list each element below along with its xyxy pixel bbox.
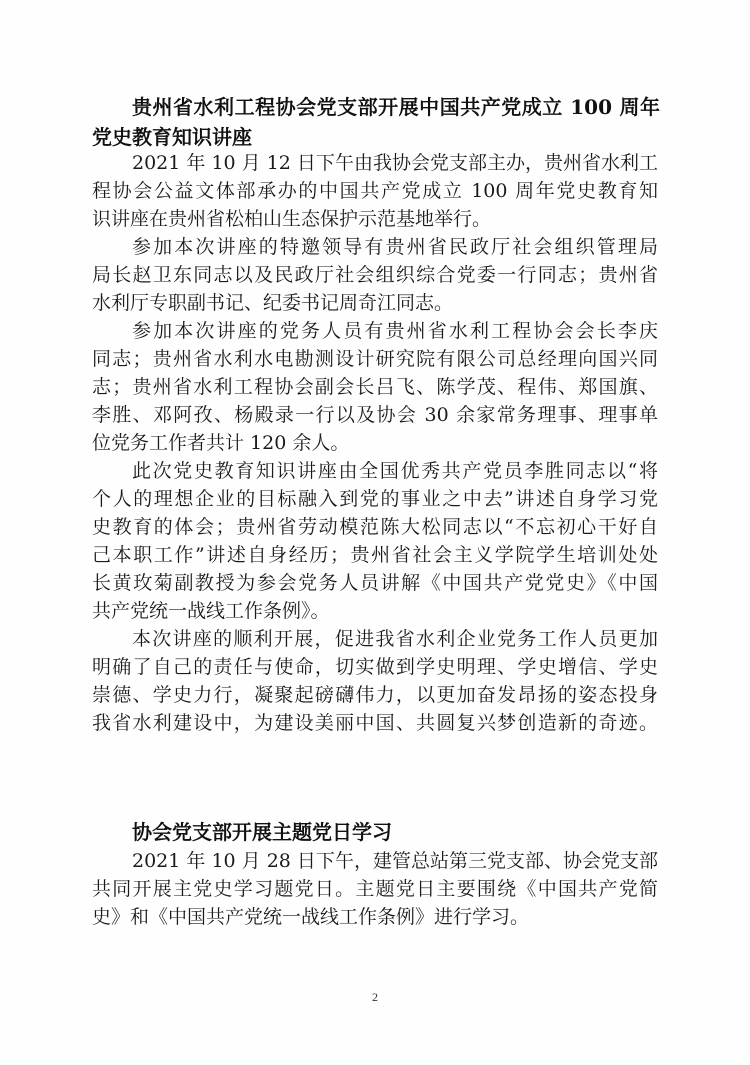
- paragraph-3-line-1: 参加本次讲座的党务人员有贵州省水利工程协会会长李庆: [132, 320, 658, 342]
- paragraph-3-line-2: 同志；贵州省水利水电勘测设计研究院有限公司总经理向国兴同: [92, 348, 658, 370]
- paragraph-5-line-1: 本次讲座的顺利开展，促进我省水利企业党务工作人员更加: [132, 628, 658, 650]
- paragraph-4-line-3: 史教育的体会；贵州省劳动模范陈大松同志以“不忘初心干好自: [92, 516, 658, 538]
- section-2-line-3: 史》和《中国共产党统一战线工作条例》进行学习。: [92, 906, 530, 928]
- paragraph-3-line-5: 位党务工作者共计 120 余人。: [92, 432, 350, 454]
- paragraph-5-line-4: 我省水利建设中，为建设美丽中国、共圆复兴梦创造新的奇迹。: [92, 712, 658, 734]
- paragraph-4-line-2: 个人的理想企业的目标融入到党的事业之中去”讲述自身学习党: [92, 488, 658, 510]
- section-2-title: 协会党支部开展主题党日学习: [132, 820, 392, 844]
- paragraph-2-line-1: 参加本次讲座的特邀领导有贵州省民政厅社会组织管理局: [132, 236, 658, 258]
- paragraph-5-line-2: 明确了自己的责任与使命，切实做到学史明理、学史增信、学史: [92, 656, 658, 678]
- paragraph-4-line-4: 己本职工作”讲述自身经历；贵州省社会主义学院学生培训处处: [92, 544, 658, 566]
- paragraph-3-line-4: 李胜、邓阿孜、杨殿录一行以及协会 30 余家常务理事、理事单: [92, 404, 658, 426]
- paragraph-1-line-2: 程协会公益文体部承办的中国共产党成立 100 周年党史教育知: [92, 180, 658, 202]
- paragraph-1-line-1: 2021 年 10 月 12 日下午由我协会党支部主办，贵州省水利工: [132, 152, 658, 174]
- article-title-line-1: 贵州省水利工程协会党支部开展中国共产党成立 100 周年: [132, 95, 660, 119]
- paragraph-2-line-3: 水利厅专职副书记、纪委书记周奇江同志。: [92, 292, 454, 314]
- paragraph-2-line-2: 局长赵卫东同志以及民政厅社会组织综合党委一行同志；贵州省: [92, 264, 658, 286]
- section-2-line-2: 共同开展主党史学习题党日。主题党日主要围绕《中国共产党简: [92, 878, 658, 900]
- paragraph-3-line-3: 志；贵州省水利工程协会副会长吕飞、陈学茂、程伟、郑国旗、: [92, 376, 658, 398]
- paragraph-4-line-6: 共产党统一战线工作条例》。: [92, 600, 330, 622]
- paragraph-5-line-3: 崇德、学史力行，凝聚起磅礴伟力，以更加奋发昂扬的姿态投身: [92, 684, 658, 706]
- section-2-line-1: 2021 年 10 月 28 日下午，建管总站第三党支部、协会党支部: [132, 850, 658, 872]
- paragraph-4-line-5: 长黄玫菊副教授为参会党务人员讲解《中国共产党党史》《中国: [92, 572, 658, 594]
- paragraph-4-line-1: 此次党史教育知识讲座由全国优秀共产党员李胜同志以“将: [132, 460, 658, 482]
- article-title-line-2: 党史教育知识讲座: [92, 125, 252, 149]
- page-number: 2: [372, 990, 378, 1004]
- paragraph-1-line-3: 识讲座在贵州省松柏山生态保护示范基地举行。: [92, 208, 492, 230]
